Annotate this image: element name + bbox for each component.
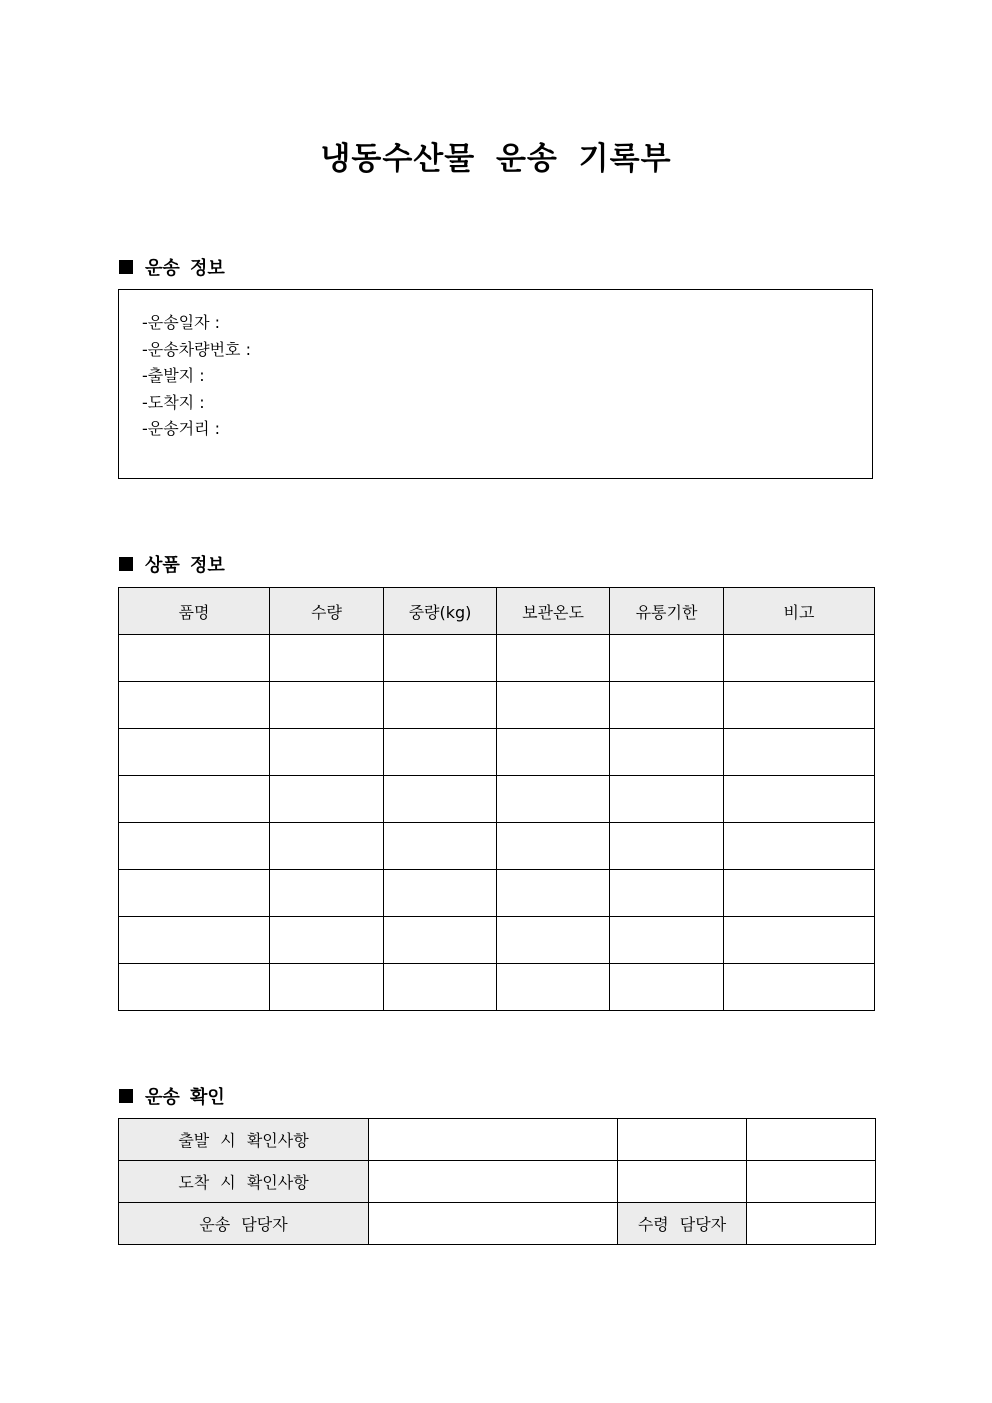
table-cell[interactable]	[270, 776, 384, 823]
square-bullet-icon	[119, 1089, 133, 1103]
arrival-check-sign-cell[interactable]	[747, 1161, 876, 1203]
transport-manager-cell[interactable]	[369, 1203, 618, 1245]
table-cell[interactable]	[497, 635, 610, 682]
arrival-check-label: 도착 시 확인사항	[119, 1161, 369, 1203]
column-header-item-name: 품명	[119, 588, 270, 635]
table-cell[interactable]	[497, 964, 610, 1011]
departure-check-cell[interactable]	[369, 1119, 618, 1161]
table-cell[interactable]	[497, 917, 610, 964]
table-row	[119, 635, 875, 682]
table-cell[interactable]	[497, 682, 610, 729]
table-row	[119, 870, 875, 917]
table-cell[interactable]	[724, 823, 875, 870]
section-heading-label: 운송 정보	[145, 258, 225, 279]
distance-line[interactable]: -운송거리 :	[142, 419, 221, 439]
table-cell[interactable]	[270, 729, 384, 776]
column-header-expiry: 유통기한	[610, 588, 724, 635]
confirmation-table	[118, 1118, 876, 1245]
table-cell[interactable]	[119, 870, 270, 917]
table-cell[interactable]	[270, 964, 384, 1011]
table-cell[interactable]	[119, 823, 270, 870]
arrival-check-extra-cell[interactable]	[618, 1161, 747, 1203]
table-cell[interactable]	[384, 823, 497, 870]
table-row	[119, 964, 875, 1011]
column-header-quantity: 수량	[270, 588, 384, 635]
table-cell[interactable]	[497, 776, 610, 823]
table-cell[interactable]	[119, 917, 270, 964]
table-cell[interactable]	[497, 729, 610, 776]
table-cell[interactable]	[384, 917, 497, 964]
column-header-remarks: 비고	[724, 588, 875, 635]
table-cell[interactable]	[610, 870, 724, 917]
section-heading-label: 상품 정보	[145, 555, 225, 576]
product-table-body	[119, 635, 875, 1011]
table-cell[interactable]	[724, 964, 875, 1011]
table-row	[119, 682, 875, 729]
table-cell[interactable]	[384, 682, 497, 729]
page-title: 냉동수산물 운송 기록부	[320, 141, 672, 177]
arrival-check-cell[interactable]	[369, 1161, 618, 1203]
transport-info-lines	[142, 310, 251, 443]
table-row	[119, 823, 875, 870]
departure-check-sign-cell[interactable]	[747, 1119, 876, 1161]
receiving-manager-label: 수령 담당자	[618, 1203, 747, 1245]
table-row	[119, 1161, 876, 1203]
table-row	[119, 776, 875, 823]
table-cell[interactable]	[724, 870, 875, 917]
table-cell[interactable]	[270, 823, 384, 870]
table-row	[119, 1119, 876, 1161]
section-heading-transport-confirm	[119, 1083, 225, 1109]
table-cell[interactable]	[119, 635, 270, 682]
receiving-manager-cell[interactable]	[747, 1203, 876, 1245]
departure-check-extra-cell[interactable]	[618, 1119, 747, 1161]
departure-line[interactable]: -출발지 :	[142, 366, 205, 386]
column-header-weight: 중량(kg)	[384, 588, 497, 635]
table-cell[interactable]	[610, 917, 724, 964]
square-bullet-icon	[119, 260, 133, 274]
table-cell[interactable]	[724, 776, 875, 823]
table-cell[interactable]	[119, 682, 270, 729]
table-cell[interactable]	[610, 682, 724, 729]
table-cell[interactable]	[610, 823, 724, 870]
transport-info-box	[118, 289, 873, 479]
section-heading-label: 운송 확인	[145, 1087, 225, 1108]
table-row	[119, 917, 875, 964]
transport-date-line[interactable]: -운송일자 :	[142, 313, 221, 332]
table-cell[interactable]	[119, 729, 270, 776]
table-cell[interactable]	[610, 729, 724, 776]
table-cell[interactable]	[724, 917, 875, 964]
destination-line[interactable]: -도착지 :	[142, 392, 205, 412]
table-cell[interactable]	[270, 917, 384, 964]
column-header-storage-temp: 보관온도	[497, 588, 610, 635]
table-cell[interactable]	[724, 635, 875, 682]
table-header-row	[119, 588, 875, 635]
table-cell[interactable]	[610, 776, 724, 823]
table-cell[interactable]	[270, 635, 384, 682]
table-cell[interactable]	[497, 870, 610, 917]
table-cell[interactable]	[384, 729, 497, 776]
table-cell[interactable]	[384, 635, 497, 682]
table-cell[interactable]	[724, 729, 875, 776]
table-cell[interactable]	[724, 682, 875, 729]
table-cell[interactable]	[270, 682, 384, 729]
table-cell[interactable]	[119, 964, 270, 1011]
table-cell[interactable]	[384, 870, 497, 917]
table-cell[interactable]	[497, 823, 610, 870]
transport-manager-label: 운송 담당자	[119, 1203, 369, 1245]
table-cell[interactable]	[119, 776, 270, 823]
product-table	[118, 587, 875, 1011]
table-cell[interactable]	[610, 964, 724, 1011]
table-cell[interactable]	[384, 776, 497, 823]
square-bullet-icon	[119, 557, 133, 571]
vehicle-number-line[interactable]: -운송차량번호 :	[142, 339, 251, 359]
section-heading-product-info	[119, 551, 225, 577]
section-heading-transport-info	[119, 254, 225, 280]
table-row	[119, 1203, 876, 1245]
table-cell[interactable]	[610, 635, 724, 682]
table-cell[interactable]	[384, 964, 497, 1011]
table-cell[interactable]	[270, 870, 384, 917]
departure-check-label: 출발 시 확인사항	[119, 1119, 369, 1161]
table-row	[119, 729, 875, 776]
